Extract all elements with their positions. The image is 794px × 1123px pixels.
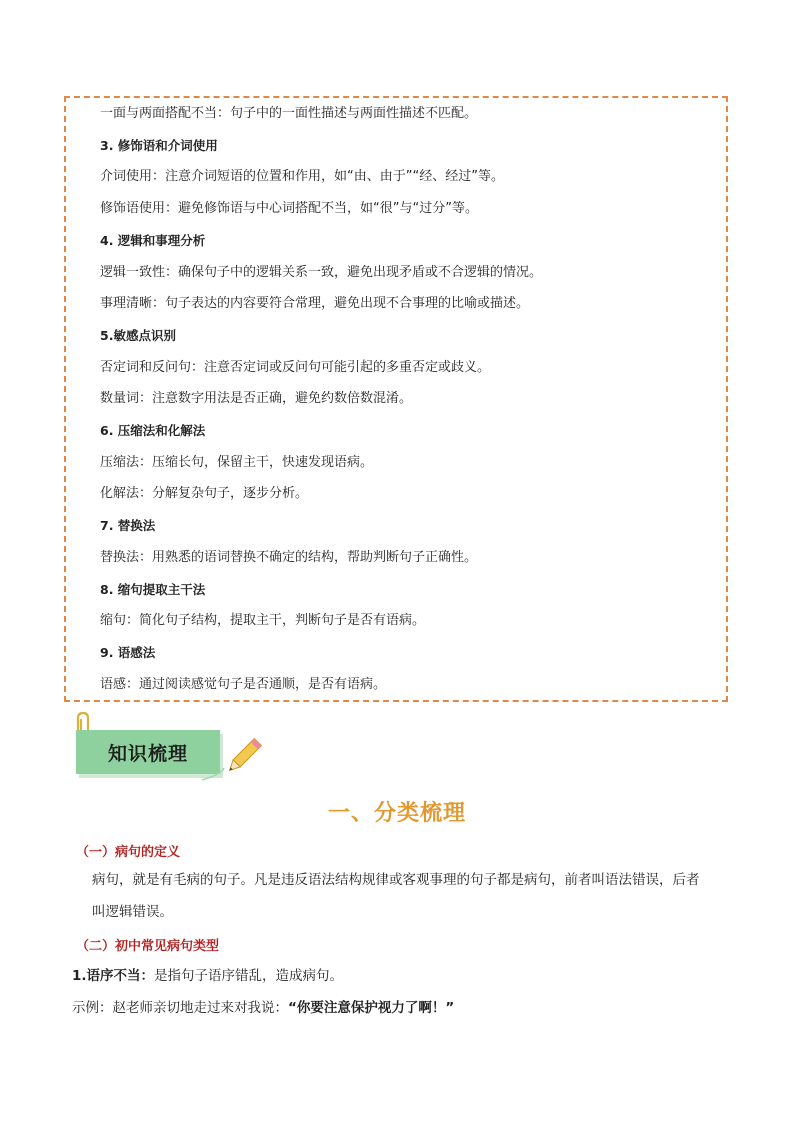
definition-line-1: 病句，就是有毛病的句子。凡是违反语法结构规律或客观事理的句子都是病句，前者叫语法错误，后者 <box>92 872 700 888</box>
subheading-definition: （一）病句的定义 <box>76 845 181 860</box>
section-title: 一、分类梳理 <box>327 801 466 826</box>
tips-line: 否定词和反问句：注意否定词或反问句可能引起的多重否定或歧义。 <box>100 359 491 375</box>
tips-line: 语感：通过阅读感觉句子是否通顺，是否有语病。 <box>100 676 387 692</box>
example-prefix: 示例：赵老师亲切地走过来对我说： <box>72 1000 288 1016</box>
badge-label: 知识梳理 <box>76 730 220 774</box>
section-badge <box>72 710 262 790</box>
example-quote: “你要注意保护视力了啊！” <box>288 1000 455 1016</box>
tips-heading: 6. 压缩法和化解法 <box>100 423 206 438</box>
tips-heading: 8. 缩句提取主干法 <box>100 581 206 597</box>
tips-heading: 9. 语感法 <box>100 644 156 660</box>
tips-line: 修饰语使用：避免修饰语与中心词搭配不当，如“很”与“过分”等。 <box>100 201 478 217</box>
type-1-label: 1.语序不当： <box>72 968 155 984</box>
tips-heading: 3. 修饰语和介词使用 <box>100 137 218 153</box>
tips-heading: 5.敏感点识别 <box>100 327 176 343</box>
tips-line: 逻辑一致性：确保句子中的逻辑关系一致，避免出现矛盾或不合逻辑的情况。 <box>100 264 543 280</box>
tips-line: 介词使用：注意介词短语的位置和作用，如“由、由于”“经、经过”等。 <box>100 169 504 185</box>
tips-heading: 4. 逻辑和事理分析 <box>100 232 206 248</box>
tips-line: 事理清晰：句子表达的内容要符合常理，避免出现不合事理的比喻或描述。 <box>100 296 530 312</box>
tips-line: 压缩法：压缩长句，保留主干，快速发现语病。 <box>100 454 374 470</box>
tips-line: 化解法：分解复杂句子，逐步分析。 <box>100 486 309 502</box>
example-line <box>72 999 454 1017</box>
tips-line: 一面与两面搭配不当：句子中的一面性描述与两面性描述不匹配。 <box>100 106 478 121</box>
tips-line: 缩句：简化句子结构，提取主干，判断句子是否有语病。 <box>100 613 426 629</box>
tips-heading: 7. 替换法 <box>100 518 156 534</box>
type-1 <box>72 967 343 985</box>
tips-line: 数量词：注意数字用法是否正确，避免约数倍数混淆。 <box>100 391 413 407</box>
tips-line: 替换法：用熟悉的语词替换不确定的结构，帮助判断句子正确性。 <box>100 549 478 565</box>
pencil-icon <box>220 734 266 780</box>
subheading-types: （二）初中常见病句类型 <box>76 939 220 954</box>
type-1-desc: 是指句子语序错乱，造成病句。 <box>154 968 344 984</box>
definition-line-2: 叫逻辑错误。 <box>92 904 173 920</box>
